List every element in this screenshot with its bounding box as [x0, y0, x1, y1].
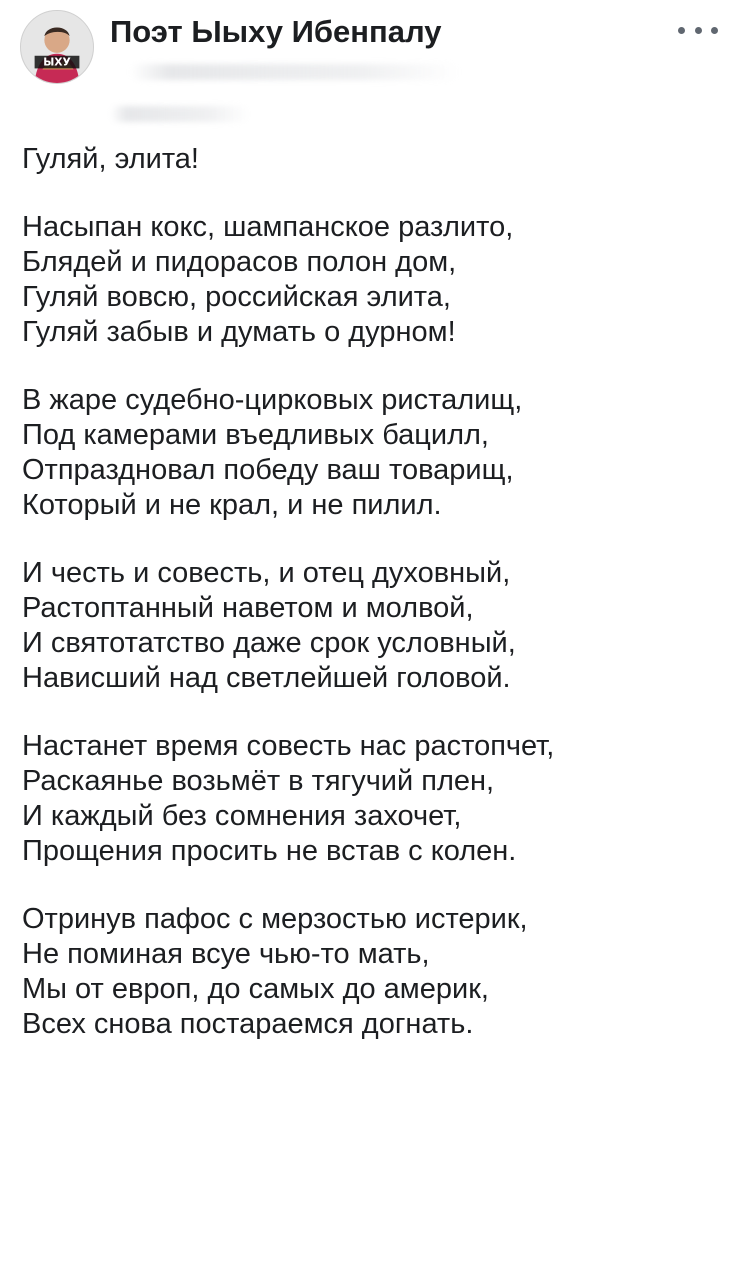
poem-line: Мы от европ, до самых до америк,: [22, 973, 489, 1005]
blurred-timestamp: [110, 106, 250, 122]
poem-line: Всех снова постараемся догнать.: [22, 1008, 474, 1040]
poem-line: Отринув пафос с мерзостью истерик,: [22, 903, 528, 935]
poem-line: Гуляй вовсю, российская элита,: [22, 281, 451, 313]
poem-line: Прощения просить не встав с колен.: [22, 835, 517, 867]
post-header: [0, 0, 738, 132]
poem-line: Не поминая всуе чью-то мать,: [22, 938, 430, 970]
poem-stanza: [22, 729, 722, 869]
avatar-image: [21, 11, 93, 83]
poem-stanza: [22, 383, 722, 523]
poem-line: И честь и совесть, и отец духовный,: [22, 557, 511, 589]
more-horizontal-icon: [678, 27, 685, 34]
poem-line: Который и не крал, и не пилил.: [22, 489, 442, 521]
poem-line: И святотатство даже срок условный,: [22, 627, 516, 659]
post-meta-blurred: [110, 60, 470, 130]
more-horizontal-icon: [711, 27, 718, 34]
author-avatar[interactable]: [20, 10, 94, 84]
poem-line: Нависший над светлейшей головой.: [22, 662, 511, 694]
poem-line: Раскаянье возьмёт в тягучий плен,: [22, 765, 495, 797]
poem-stanza: [22, 210, 722, 350]
blurred-meta-line: [130, 64, 460, 80]
poem-line: И каждый без сомнения захочет,: [22, 800, 462, 832]
poem-line: Гуляй забыв и думать о дурном!: [22, 316, 456, 348]
more-horizontal-icon: [695, 27, 702, 34]
poem-stanza: [22, 902, 722, 1042]
poem-stanza: [22, 556, 722, 696]
poem-line: Насыпан кокс, шампанское разлито,: [22, 211, 514, 243]
poem-title: Гуляй, элита!: [22, 143, 199, 175]
poem-line: Отпраздновал победу ваш товарищ,: [22, 454, 514, 486]
poem-line: Растоптанный наветом и молвой,: [22, 592, 474, 624]
author-name[interactable]: Поэт Ыыху Ибенпалу: [110, 14, 442, 49]
poem-line: В жаре судебно-цирковых ристалищ,: [22, 384, 523, 416]
poem-line: Под камерами въедливых бацилл,: [22, 419, 489, 451]
poem-stanzas: [22, 210, 722, 1042]
more-options-button[interactable]: [678, 18, 718, 42]
poem-line: Настанет время совесть нас растопчет,: [22, 730, 555, 762]
avatar-label: ЫХУ: [43, 55, 71, 69]
post-body: [22, 142, 722, 1042]
poem-line: Блядей и пидорасов полон дом,: [22, 246, 457, 278]
